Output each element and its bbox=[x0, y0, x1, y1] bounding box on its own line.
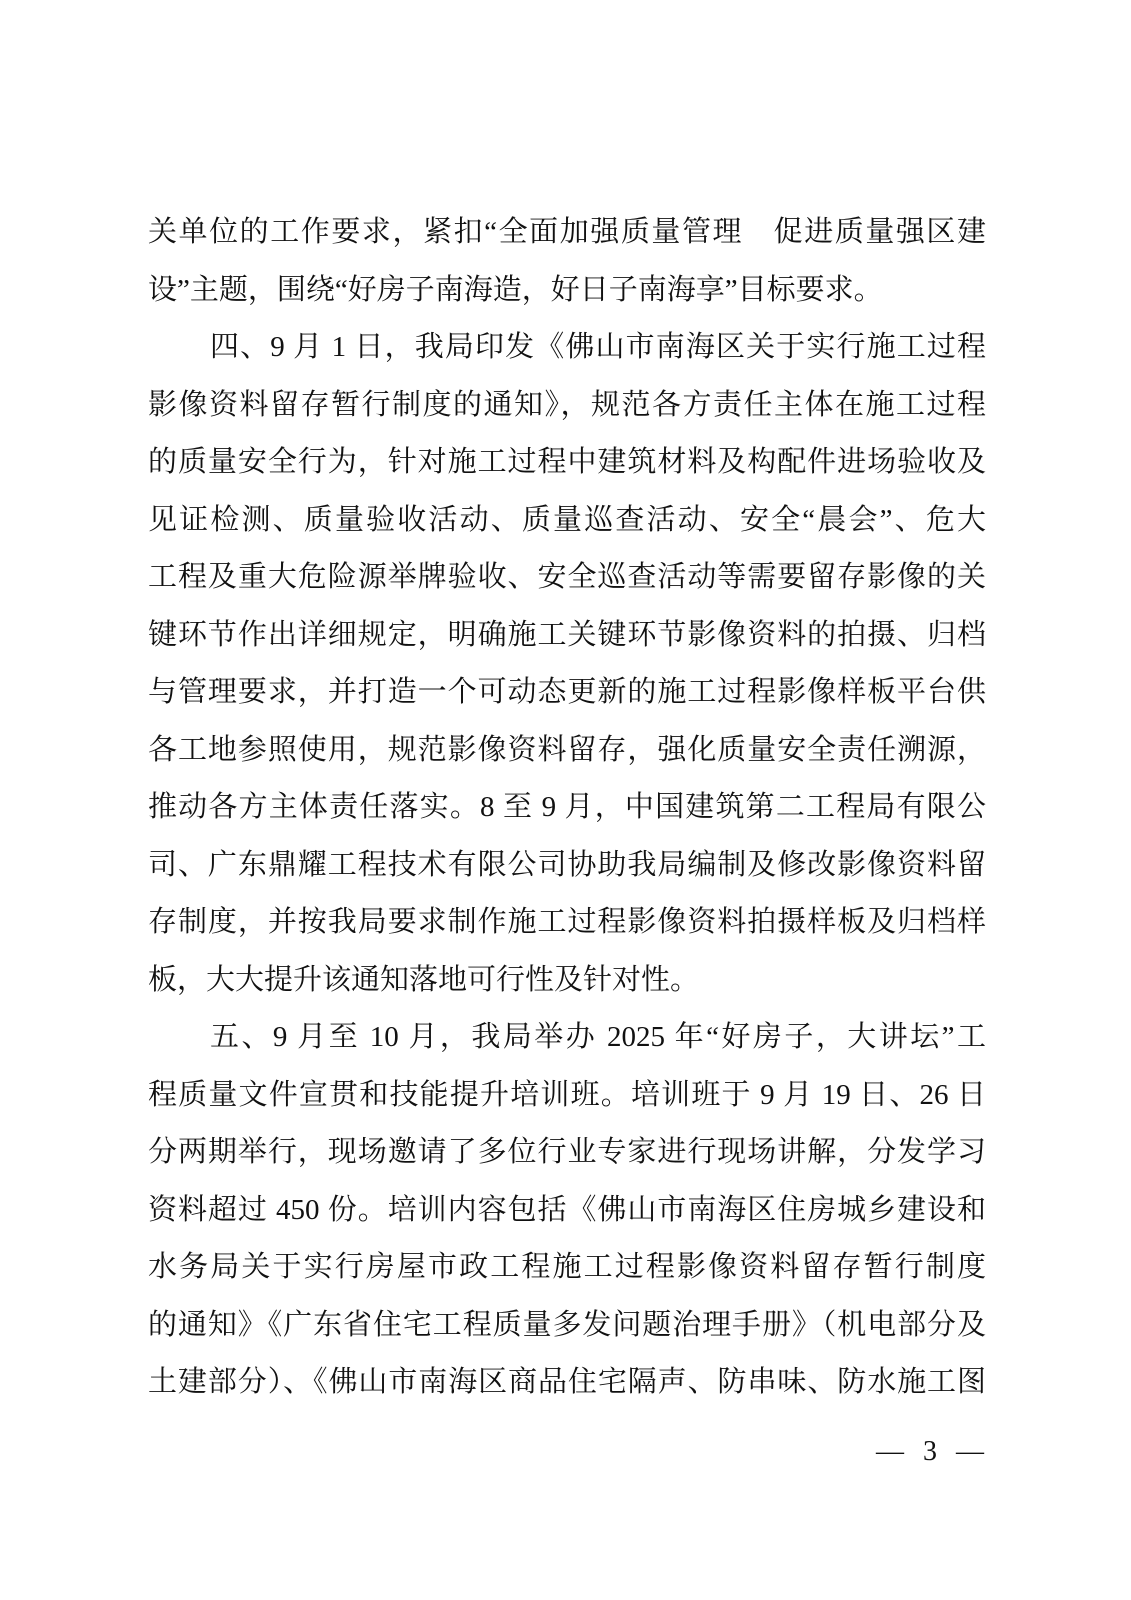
text-line: 土建部分）、《佛山市南海区商品住宅隔声、防串味、防水施工图 bbox=[148, 1366, 986, 1398]
text-line: 分两期举行，现场邀请了多位行业专家进行现场讲解，分发学习 bbox=[148, 1136, 986, 1168]
text-line: 关单位的工作要求，紧扣“全面加强质量管理 促进质量强区建 bbox=[148, 216, 986, 248]
text-line: 程质量文件宣贯和技能提升培训班。培训班于 9 月 19 日、26 日 bbox=[148, 1078, 986, 1111]
text-line: 存制度，并按我局要求制作施工过程影像资料拍摄样板及归档样 bbox=[148, 906, 986, 938]
text-line: 的通知》《广东省住宅工程质量多发问题治理手册》（机电部分及 bbox=[148, 1308, 986, 1341]
page-footer bbox=[876, 1430, 990, 1474]
text-line: 资料超过 450 份。培训内容包括《佛山市南海区住房城乡建设和 bbox=[148, 1193, 986, 1226]
text-line: 与管理要求，并打造一个可动态更新的施工过程影像样板平台供 bbox=[148, 676, 986, 708]
text-line: 推动各方主体责任落实。8 至 9 月，中国建筑第二工程局有限公 bbox=[148, 791, 986, 823]
text-line: 四、9 月 1 日，我局印发《佛山市南海区关于实行施工过程 bbox=[210, 331, 986, 363]
text-line: 的质量安全行为，针对施工过程中建筑材料及构配件进场验收及 bbox=[148, 446, 986, 478]
text-line: 五、9 月至 10 月，我局举办 2025 年“好房子，大讲坛”工 bbox=[210, 1021, 986, 1053]
text-line: 各工地参照使用，规范影像资料留存，强化质量安全责任溯源， bbox=[148, 733, 986, 766]
page-number: — 3 — bbox=[876, 1436, 990, 1467]
text-line: 影像资料留存暂行制度的通知》，规范各方责任主体在施工过程 bbox=[148, 388, 986, 421]
text-line: 板，大大提升该通知落地可行性及针对性。 bbox=[148, 963, 700, 996]
text-line: 工程及重大危险源举牌验收、安全巡查活动等需要留存影像的关 bbox=[148, 561, 986, 593]
text-line: 键环节作出详细规定，明确施工关键环节影像资料的拍摄、归档 bbox=[148, 618, 986, 651]
text-line: 设”主题，围绕“好房子南海造，好日子南海享”目标要求。 bbox=[148, 273, 883, 306]
text-line: 见证检测、质量验收活动、质量巡查活动、安全“晨会”、危大 bbox=[148, 503, 986, 536]
document-text-block bbox=[148, 204, 986, 1412]
text-line: 司、广东鼎耀工程技术有限公司协助我局编制及修改影像资料留 bbox=[148, 848, 986, 881]
text-line: 水务局关于实行房屋市政工程施工过程影像资料留存暂行制度 bbox=[148, 1251, 986, 1283]
